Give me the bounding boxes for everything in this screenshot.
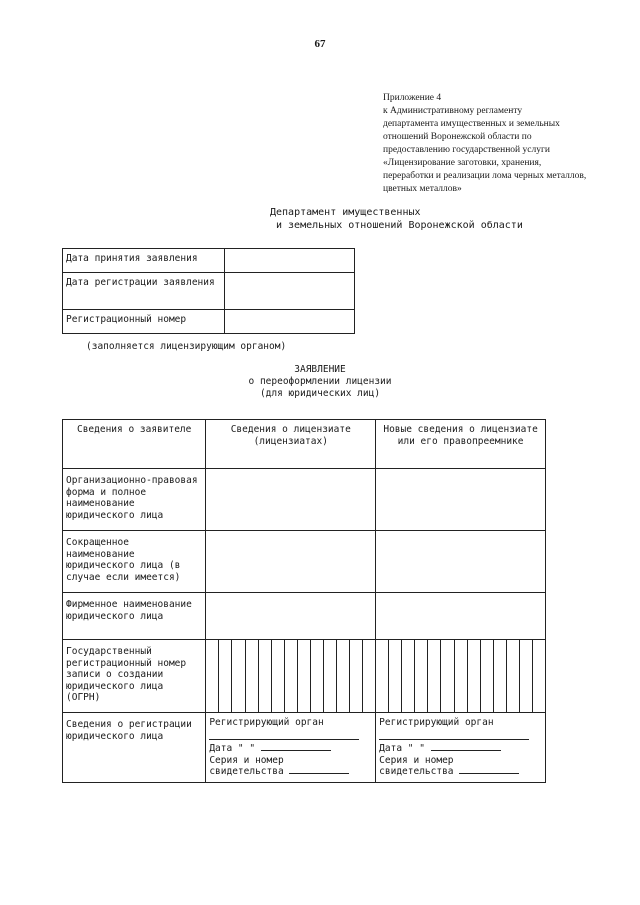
table-row bbox=[63, 713, 546, 783]
registration-table bbox=[62, 248, 355, 334]
header-new-licensee: Новые сведения о лицензиате или его правопреемнике bbox=[376, 420, 546, 469]
certificate-input-line[interactable] bbox=[459, 773, 519, 774]
registration-value[interactable] bbox=[225, 273, 355, 310]
date-input-line[interactable] bbox=[431, 750, 501, 751]
appendix-line: к Административному регламенту bbox=[383, 106, 523, 116]
certificate-series-label: Серия и номер bbox=[379, 754, 454, 766]
appendix-line: переработки и реализации лома черных металлов, bbox=[383, 171, 587, 181]
ogrn-digit-boxes bbox=[376, 640, 545, 712]
authority-input-line[interactable] bbox=[209, 729, 359, 740]
department-line-2: и земельных отношений Воронежской области bbox=[276, 220, 523, 231]
appendix-line: «Лицензирование заготовки, хранения, bbox=[383, 158, 542, 168]
application-title bbox=[0, 364, 640, 400]
certificate-label: свидетельства bbox=[379, 766, 454, 777]
appendix-line: предоставлению государственной услуги bbox=[383, 145, 550, 155]
authority-input-line[interactable] bbox=[379, 729, 529, 740]
header-licensee: Сведения о лицензиате (лицензиатах) bbox=[206, 420, 376, 469]
certificate-series-label: Серия и номер bbox=[209, 754, 284, 766]
new-licensee-cell[interactable] bbox=[376, 469, 546, 531]
licensee-cell[interactable] bbox=[206, 593, 376, 640]
department-address bbox=[260, 206, 560, 232]
row-label: Государственный регистрационный номер записи о создании юридического лица (ОГРН) bbox=[63, 640, 206, 713]
licensee-cell[interactable] bbox=[206, 469, 376, 531]
table-row bbox=[63, 469, 546, 531]
registration-label: Регистрационный номер bbox=[63, 310, 225, 334]
row-label: Сокращенное наименование юридического лица (в случае если имеется) bbox=[63, 531, 206, 593]
date-label: Дата " " bbox=[379, 743, 425, 754]
appendix-line: Приложение 4 bbox=[383, 93, 442, 103]
registration-row bbox=[63, 273, 355, 310]
page-number: 67 bbox=[314, 38, 326, 50]
ogrn-boxes-licensee[interactable] bbox=[206, 640, 376, 713]
table-header-row bbox=[63, 420, 546, 469]
registration-value[interactable] bbox=[225, 310, 355, 334]
licensee-cell[interactable] bbox=[206, 531, 376, 593]
row-label: Сведения о регистрации юридического лица bbox=[63, 713, 206, 783]
date-input-line[interactable] bbox=[261, 750, 331, 751]
appendix-line: отношений Воронежской области по bbox=[383, 132, 532, 142]
table-row bbox=[63, 593, 546, 640]
registration-label: Дата регистрации заявления bbox=[63, 273, 225, 310]
appendix-line: цветных металлов» bbox=[383, 184, 462, 194]
new-licensee-cell[interactable] bbox=[376, 593, 546, 640]
ogrn-digit-boxes bbox=[206, 640, 375, 712]
registration-info-new-licensee[interactable] bbox=[376, 713, 546, 783]
registration-value[interactable] bbox=[225, 249, 355, 273]
registration-info-licensee[interactable] bbox=[206, 713, 376, 783]
registering-authority-label: Регистрирующий орган bbox=[209, 717, 324, 728]
application-table bbox=[62, 419, 546, 783]
appendix-header bbox=[383, 92, 633, 196]
certificate-input-line[interactable] bbox=[289, 773, 349, 774]
application-title-subject: о переоформлении лицензии bbox=[248, 376, 392, 387]
department-line-1: Департамент имущественных bbox=[270, 207, 421, 218]
header-applicant: Сведения о заявителе bbox=[63, 420, 206, 469]
date-label: Дата " " bbox=[209, 743, 256, 754]
table-row bbox=[63, 640, 546, 713]
registration-row bbox=[63, 310, 355, 334]
ogrn-boxes-new-licensee[interactable] bbox=[376, 640, 546, 713]
table-row bbox=[63, 531, 546, 593]
registering-authority-label: Регистрирующий орган bbox=[379, 717, 494, 728]
certificate-label: свидетельства bbox=[209, 766, 284, 777]
registration-label: Дата принятия заявления bbox=[63, 249, 225, 273]
fill-note: (заполняется лицензирующим органом) bbox=[86, 341, 287, 352]
application-title-scope: (для юридических лиц) bbox=[259, 388, 381, 399]
row-label: Организационно-правовая форма и полное наименование юридического лица bbox=[63, 469, 206, 531]
appendix-line: департамента имущественных и земельных bbox=[383, 119, 560, 129]
registration-row bbox=[63, 249, 355, 273]
row-label: Фирменное наименование юридического лица bbox=[63, 593, 206, 640]
application-title-main: ЗАЯВЛЕНИЕ bbox=[294, 364, 346, 375]
new-licensee-cell[interactable] bbox=[376, 531, 546, 593]
